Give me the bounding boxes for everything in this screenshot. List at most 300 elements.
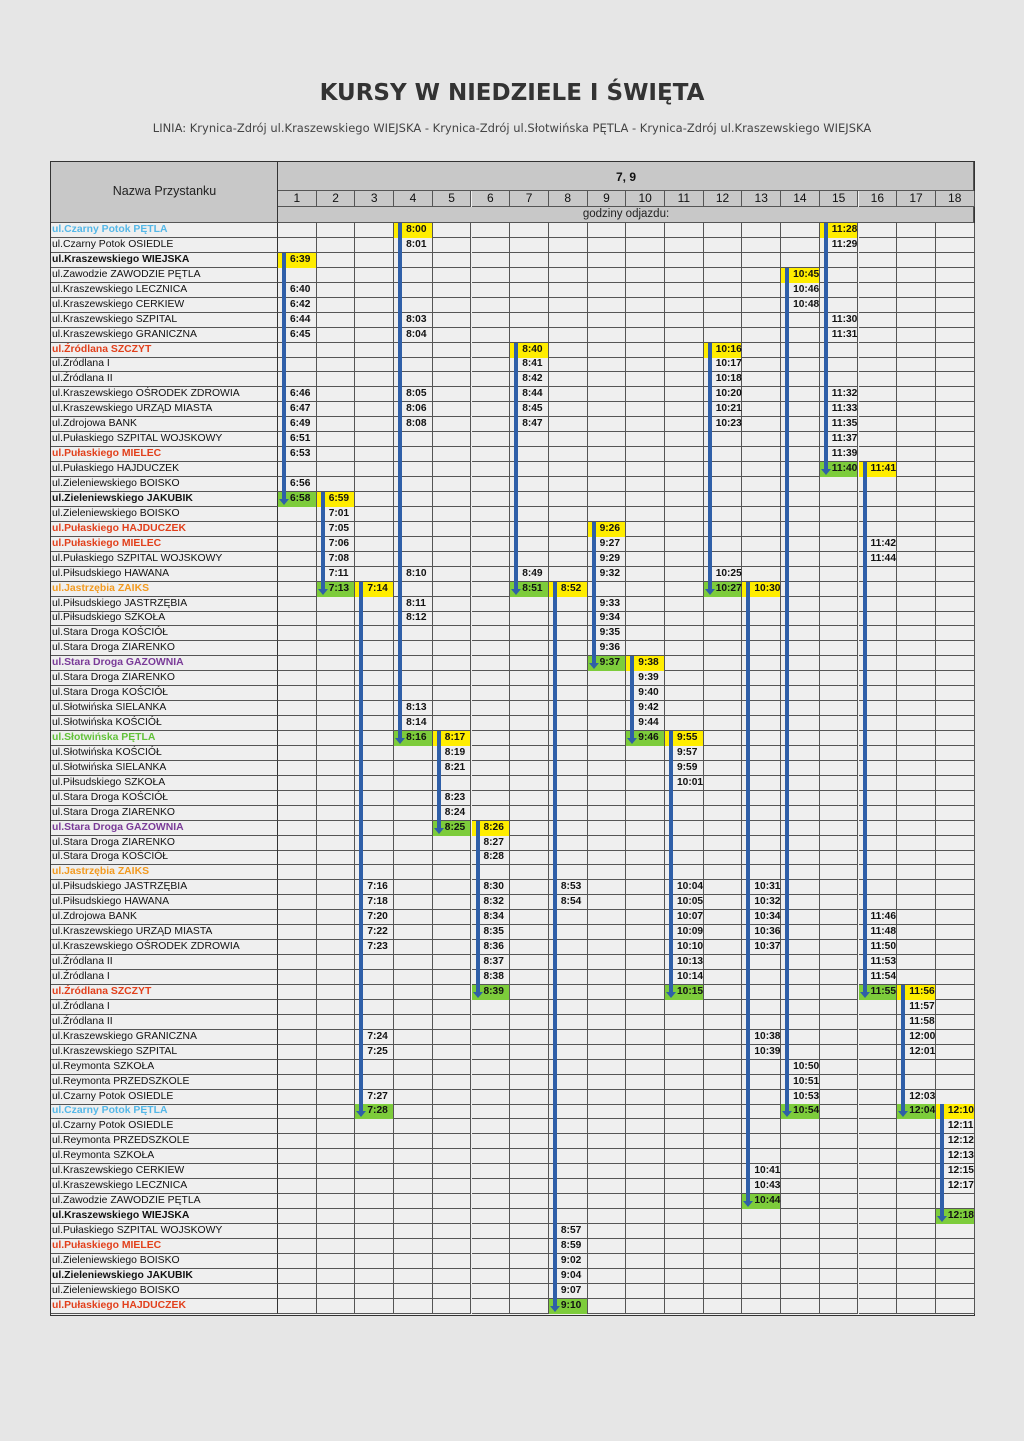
grid-cell [742, 1224, 781, 1239]
departure-time: 9:46 [626, 731, 664, 746]
grid-cell [704, 268, 743, 283]
grid-cell [588, 402, 627, 417]
grid-cell [588, 492, 627, 507]
grid-cell [704, 686, 743, 701]
grid-cell [665, 253, 704, 268]
grid-cell [278, 1134, 317, 1149]
grid-cell [704, 761, 743, 776]
departure-time: 11:44 [870, 552, 896, 564]
grid-cell [704, 1000, 743, 1015]
grid-cell [355, 283, 394, 298]
departure-time: 11:53 [870, 956, 896, 968]
departure-time: 11:39 [831, 448, 858, 460]
grid-cell [394, 1015, 433, 1030]
grid-cell [472, 283, 511, 298]
departure-time: 7:22 [367, 926, 388, 938]
grid-cell [588, 298, 627, 313]
grid-cell [820, 537, 859, 552]
grid-cell [897, 253, 936, 268]
grid-cell [472, 387, 511, 402]
stop-name: ul.Stara Droga ZIARENKO [51, 836, 278, 851]
grid-cell [394, 746, 433, 761]
grid-cell [472, 1224, 511, 1239]
grid-cell [897, 865, 936, 880]
grid-cell [510, 865, 549, 880]
grid-cell [820, 1269, 859, 1284]
grid-cell [510, 298, 549, 313]
departure-time: 12:15 [947, 1165, 974, 1177]
grid-cell [317, 880, 356, 895]
grid-cell [394, 1164, 433, 1179]
grid-cell [820, 492, 859, 507]
grid-cell [510, 985, 549, 1000]
grid-cell [588, 387, 627, 402]
departure-time: 7:20 [367, 911, 388, 923]
departure-time: 8:54 [560, 896, 582, 908]
grid-cell [472, 671, 511, 686]
grid-cell [355, 537, 394, 552]
course-number-5: 5 [433, 191, 472, 207]
course-number-16: 16 [859, 191, 898, 207]
grid-cell [510, 731, 549, 746]
grid-cell [317, 417, 356, 432]
stop-name: ul.Zieleniewskiego BOISKO [51, 477, 278, 492]
grid-cell [549, 238, 588, 253]
grid-cell [317, 1284, 356, 1299]
grid-cell [472, 686, 511, 701]
grid-cell [588, 507, 627, 522]
grid-cell [317, 1164, 356, 1179]
departure-time: 11:32 [831, 388, 858, 400]
grid-cell [278, 582, 317, 597]
grid-cell [665, 1104, 704, 1119]
grid-cell [278, 955, 317, 970]
grid-cell [549, 372, 588, 387]
grid-cell [897, 910, 936, 925]
departure-time: 8:36 [483, 941, 504, 953]
grid-cell [278, 776, 317, 791]
grid-cell [742, 298, 781, 313]
departure-time: 9:36 [599, 642, 620, 654]
departure-time: 8:42 [522, 373, 543, 385]
stop-name: ul.Reymonta PRZEDSZKOLE [51, 1075, 278, 1090]
grid-cell [626, 910, 665, 925]
stop-name: ul.Słotwińska KOŚCIÓŁ [51, 746, 278, 761]
grid-cell [665, 1224, 704, 1239]
grid-cell [588, 1254, 627, 1269]
grid-cell [626, 1015, 665, 1030]
grid-cell [510, 821, 549, 836]
grid-cell [820, 895, 859, 910]
grid-cell [433, 492, 472, 507]
grid-cell [936, 626, 975, 641]
grid-cell [510, 1030, 549, 1045]
stop-name: ul.Czarny Potok OSIEDLE [51, 1090, 278, 1105]
grid-cell [742, 522, 781, 537]
grid-cell [859, 298, 898, 313]
grid-cell [317, 776, 356, 791]
grid-cell [897, 746, 936, 761]
grid-cell [820, 552, 859, 567]
grid-cell [704, 1224, 743, 1239]
grid-cell [317, 895, 356, 910]
grid-cell [897, 238, 936, 253]
grid-cell [897, 343, 936, 358]
grid-cell [433, 357, 472, 372]
grid-cell [278, 1254, 317, 1269]
grid-cell [626, 1299, 665, 1314]
grid-cell [665, 507, 704, 522]
grid-cell [665, 1254, 704, 1269]
grid-cell [897, 402, 936, 417]
grid-cell [936, 477, 975, 492]
grid-cell [278, 1149, 317, 1164]
grid-cell [278, 880, 317, 895]
grid-cell [278, 1045, 317, 1060]
grid-cell [704, 806, 743, 821]
grid-cell [278, 1224, 317, 1239]
grid-cell [820, 1254, 859, 1269]
grid-cell [704, 1030, 743, 1045]
grid-cell [433, 1134, 472, 1149]
departure-time: 9:33 [599, 597, 620, 609]
stop-name: ul.Zdrojowa BANK [51, 910, 278, 925]
grid-cell [936, 716, 975, 731]
grid-cell [394, 910, 433, 925]
grid-cell [742, 432, 781, 447]
grid-cell [665, 611, 704, 626]
grid-cell [433, 701, 472, 716]
departure-time: 9:55 [665, 731, 703, 746]
departure-time: 9:26 [588, 522, 626, 537]
grid-cell [704, 865, 743, 880]
grid-cell [278, 791, 317, 806]
grid-cell [433, 895, 472, 910]
grid-cell [626, 223, 665, 238]
grid-cell [317, 925, 356, 940]
grid-cell [665, 1060, 704, 1075]
grid-cell [588, 746, 627, 761]
departure-time: 8:59 [560, 1239, 582, 1251]
grid-cell [742, 1239, 781, 1254]
grid-cell [278, 671, 317, 686]
stop-name: ul.Słotwińska PĘTLA [51, 731, 278, 746]
grid-cell [859, 283, 898, 298]
grid-cell [355, 1299, 394, 1314]
grid-cell [665, 1075, 704, 1090]
grid-cell [897, 731, 936, 746]
grid-cell [317, 641, 356, 656]
stop-name: ul.Stara Droga ZIARENKO [51, 671, 278, 686]
grid-cell [742, 238, 781, 253]
grid-cell [317, 1194, 356, 1209]
grid-cell [472, 223, 511, 238]
stop-name: ul.Źródlana II [51, 372, 278, 387]
grid-cell [510, 850, 549, 865]
grid-cell [278, 611, 317, 626]
grid-cell [510, 880, 549, 895]
stop-name: ul.Zawodzie ZAWODZIE PĘTLA [51, 1194, 278, 1209]
departure-time: 7:05 [328, 522, 350, 534]
departure-time: 8:11 [406, 597, 426, 609]
grid-cell [859, 1149, 898, 1164]
grid-cell [704, 821, 743, 836]
grid-cell [510, 656, 549, 671]
grid-cell [820, 910, 859, 925]
grid-cell [820, 880, 859, 895]
grid-cell [936, 283, 975, 298]
course-number-2: 2 [317, 191, 356, 207]
grid-cell [704, 641, 743, 656]
grid-cell [433, 850, 472, 865]
grid-cell [704, 238, 743, 253]
departure-time: 10:45 [781, 268, 819, 283]
grid-cell [820, 582, 859, 597]
grid-cell [626, 357, 665, 372]
grid-cell [433, 552, 472, 567]
grid-cell [588, 1075, 627, 1090]
departure-time: 10:10 [677, 941, 704, 953]
grid-cell [742, 268, 781, 283]
grid-cell [859, 1015, 898, 1030]
grid-cell [742, 552, 781, 567]
grid-cell [588, 283, 627, 298]
grid-cell [859, 238, 898, 253]
grid-cell [317, 298, 356, 313]
grid-cell [510, 597, 549, 612]
grid-cell [936, 791, 975, 806]
grid-cell [626, 462, 665, 477]
departure-time: 10:17 [715, 358, 742, 370]
grid-cell [588, 1224, 627, 1239]
grid-cell [510, 746, 549, 761]
grid-cell [588, 776, 627, 791]
grid-cell [510, 1209, 549, 1224]
grid-cell [665, 537, 704, 552]
departure-time: 9:04 [560, 1269, 582, 1281]
stop-name: ul.Stara Droga KOŚCIÓŁ [51, 791, 278, 806]
departure-time: 10:13 [677, 956, 704, 968]
grid-cell [588, 1045, 627, 1060]
grid-cell [665, 597, 704, 612]
line-route-subtitle: LINIA: Krynica-Zdrój ul.Kraszewskiego WIEJSKA - Krynica-Zdrój ul.Słotwińska PĘTLA - Krynica-Zdrój ul.Kraszewskiego WIEJSKA [152, 121, 872, 135]
grid-cell [394, 1134, 433, 1149]
grid-cell [317, 910, 356, 925]
grid-cell [278, 686, 317, 701]
grid-cell [278, 537, 317, 552]
grid-cell [510, 313, 549, 328]
grid-cell [665, 238, 704, 253]
departure-time: 10:16 [704, 343, 742, 358]
grid-cell [317, 238, 356, 253]
grid-cell [549, 522, 588, 537]
grid-cell [394, 880, 433, 895]
departure-time: 10:36 [754, 926, 781, 938]
grid-cell [859, 357, 898, 372]
grid-cell [820, 522, 859, 537]
arrow-down-icon [743, 1201, 753, 1207]
grid-cell [665, 432, 704, 447]
grid-cell [510, 1090, 549, 1105]
grid-cell [278, 507, 317, 522]
grid-cell [665, 671, 704, 686]
grid-cell [820, 716, 859, 731]
grid-cell [665, 387, 704, 402]
grid-cell [859, 432, 898, 447]
grid-cell [936, 253, 975, 268]
grid-cell [278, 1104, 317, 1119]
grid-cell [355, 1164, 394, 1179]
grid-cell [510, 1284, 549, 1299]
stop-name: ul.Źródlana SZCZYT [51, 343, 278, 358]
grid-cell [588, 895, 627, 910]
arrow-down-icon [318, 589, 328, 595]
grid-cell [936, 1239, 975, 1254]
grid-cell [665, 343, 704, 358]
departure-time: 8:40 [510, 343, 548, 358]
grid-cell [549, 477, 588, 492]
grid-cell [510, 970, 549, 985]
grid-cell [433, 387, 472, 402]
grid-cell [278, 1060, 317, 1075]
stop-name: ul.Źródlana I [51, 1000, 278, 1015]
grid-cell [859, 1030, 898, 1045]
grid-cell [317, 387, 356, 402]
grid-cell [820, 731, 859, 746]
grid-cell [278, 985, 317, 1000]
grid-cell [781, 1284, 820, 1299]
grid-cell [472, 313, 511, 328]
grid-cell [549, 402, 588, 417]
grid-cell [588, 268, 627, 283]
grid-cell [433, 477, 472, 492]
grid-cell [781, 1134, 820, 1149]
grid-cell [859, 1104, 898, 1119]
grid-cell [472, 328, 511, 343]
grid-cell [433, 611, 472, 626]
course-number-10: 10 [626, 191, 665, 207]
grid-cell [742, 372, 781, 387]
grid-cell [665, 313, 704, 328]
grid-cell [820, 985, 859, 1000]
grid-cell [433, 1209, 472, 1224]
grid-cell [433, 298, 472, 313]
grid-cell [936, 686, 975, 701]
grid-cell [510, 1254, 549, 1269]
grid-cell [355, 357, 394, 372]
departure-time: 7:16 [367, 881, 388, 893]
grid-cell [588, 447, 627, 462]
grid-cell [510, 1104, 549, 1119]
grid-cell [820, 641, 859, 656]
grid-cell [433, 925, 472, 940]
grid-cell [433, 313, 472, 328]
grid-cell [897, 1119, 936, 1134]
grid-cell [433, 940, 472, 955]
grid-cell [897, 268, 936, 283]
grid-cell [626, 432, 665, 447]
departure-time: 9:39 [638, 672, 659, 684]
grid-cell [742, 417, 781, 432]
grid-cell [433, 1090, 472, 1105]
grid-cell [588, 1030, 627, 1045]
grid-cell [394, 1284, 433, 1299]
grid-cell [665, 1284, 704, 1299]
departure-time: 11:55 [859, 985, 897, 1000]
departure-time: 8:30 [483, 881, 504, 893]
grid-cell [704, 1254, 743, 1269]
grid-cell [781, 1119, 820, 1134]
grid-cell [472, 1060, 511, 1075]
grid-cell [317, 671, 356, 686]
grid-cell [588, 238, 627, 253]
grid-cell [859, 1060, 898, 1075]
grid-cell [665, 626, 704, 641]
grid-cell [859, 1209, 898, 1224]
grid-cell [394, 836, 433, 851]
grid-cell [820, 626, 859, 641]
grid-cell [472, 1104, 511, 1119]
grid-cell [626, 372, 665, 387]
departure-time: 11:57 [909, 1000, 935, 1012]
grid-cell [549, 313, 588, 328]
departure-time: 8:47 [522, 418, 543, 430]
grid-cell [665, 1179, 704, 1194]
grid-cell [820, 1075, 859, 1090]
grid-cell [355, 268, 394, 283]
grid-cell [394, 791, 433, 806]
grid-cell [394, 1104, 433, 1119]
departure-time: 10:14 [677, 971, 704, 982]
grid-cell [510, 1239, 549, 1254]
stop-name: ul.Kraszewskiego SZPITAL [51, 1045, 278, 1060]
grid-cell [510, 223, 549, 238]
grid-cell [897, 850, 936, 865]
grid-cell [549, 567, 588, 582]
grid-cell [897, 806, 936, 821]
grid-cell [472, 1284, 511, 1299]
grid-cell [549, 343, 588, 358]
grid-cell [820, 597, 859, 612]
grid-cell [936, 925, 975, 940]
stop-name: ul.Zieleniewskiego BOISKO [51, 1254, 278, 1269]
grid-cell [355, 432, 394, 447]
stop-name: ul.Kraszewskiego CERKIEW [51, 1164, 278, 1179]
course-12-bar [708, 343, 712, 589]
departure-time: 11:54 [870, 971, 896, 982]
grid-cell [588, 910, 627, 925]
course-number-18: 18 [936, 191, 975, 207]
grid-cell [665, 283, 704, 298]
departure-time: 6:42 [290, 298, 311, 310]
departure-time: 8:12 [406, 612, 427, 624]
grid-cell [781, 1209, 820, 1224]
grid-cell [355, 328, 394, 343]
grid-cell [936, 910, 975, 925]
stop-name: ul.Stara Droga GAZOWNIA [51, 821, 278, 836]
grid-cell [317, 268, 356, 283]
grid-cell [936, 492, 975, 507]
grid-cell [936, 313, 975, 328]
grid-cell [394, 1045, 433, 1060]
grid-cell [355, 1194, 394, 1209]
grid-cell [394, 985, 433, 1000]
departure-time: 8:57 [560, 1224, 582, 1236]
grid-cell [859, 328, 898, 343]
grid-cell [859, 1239, 898, 1254]
departure-time: 8:28 [483, 851, 504, 863]
grid-cell [626, 1030, 665, 1045]
